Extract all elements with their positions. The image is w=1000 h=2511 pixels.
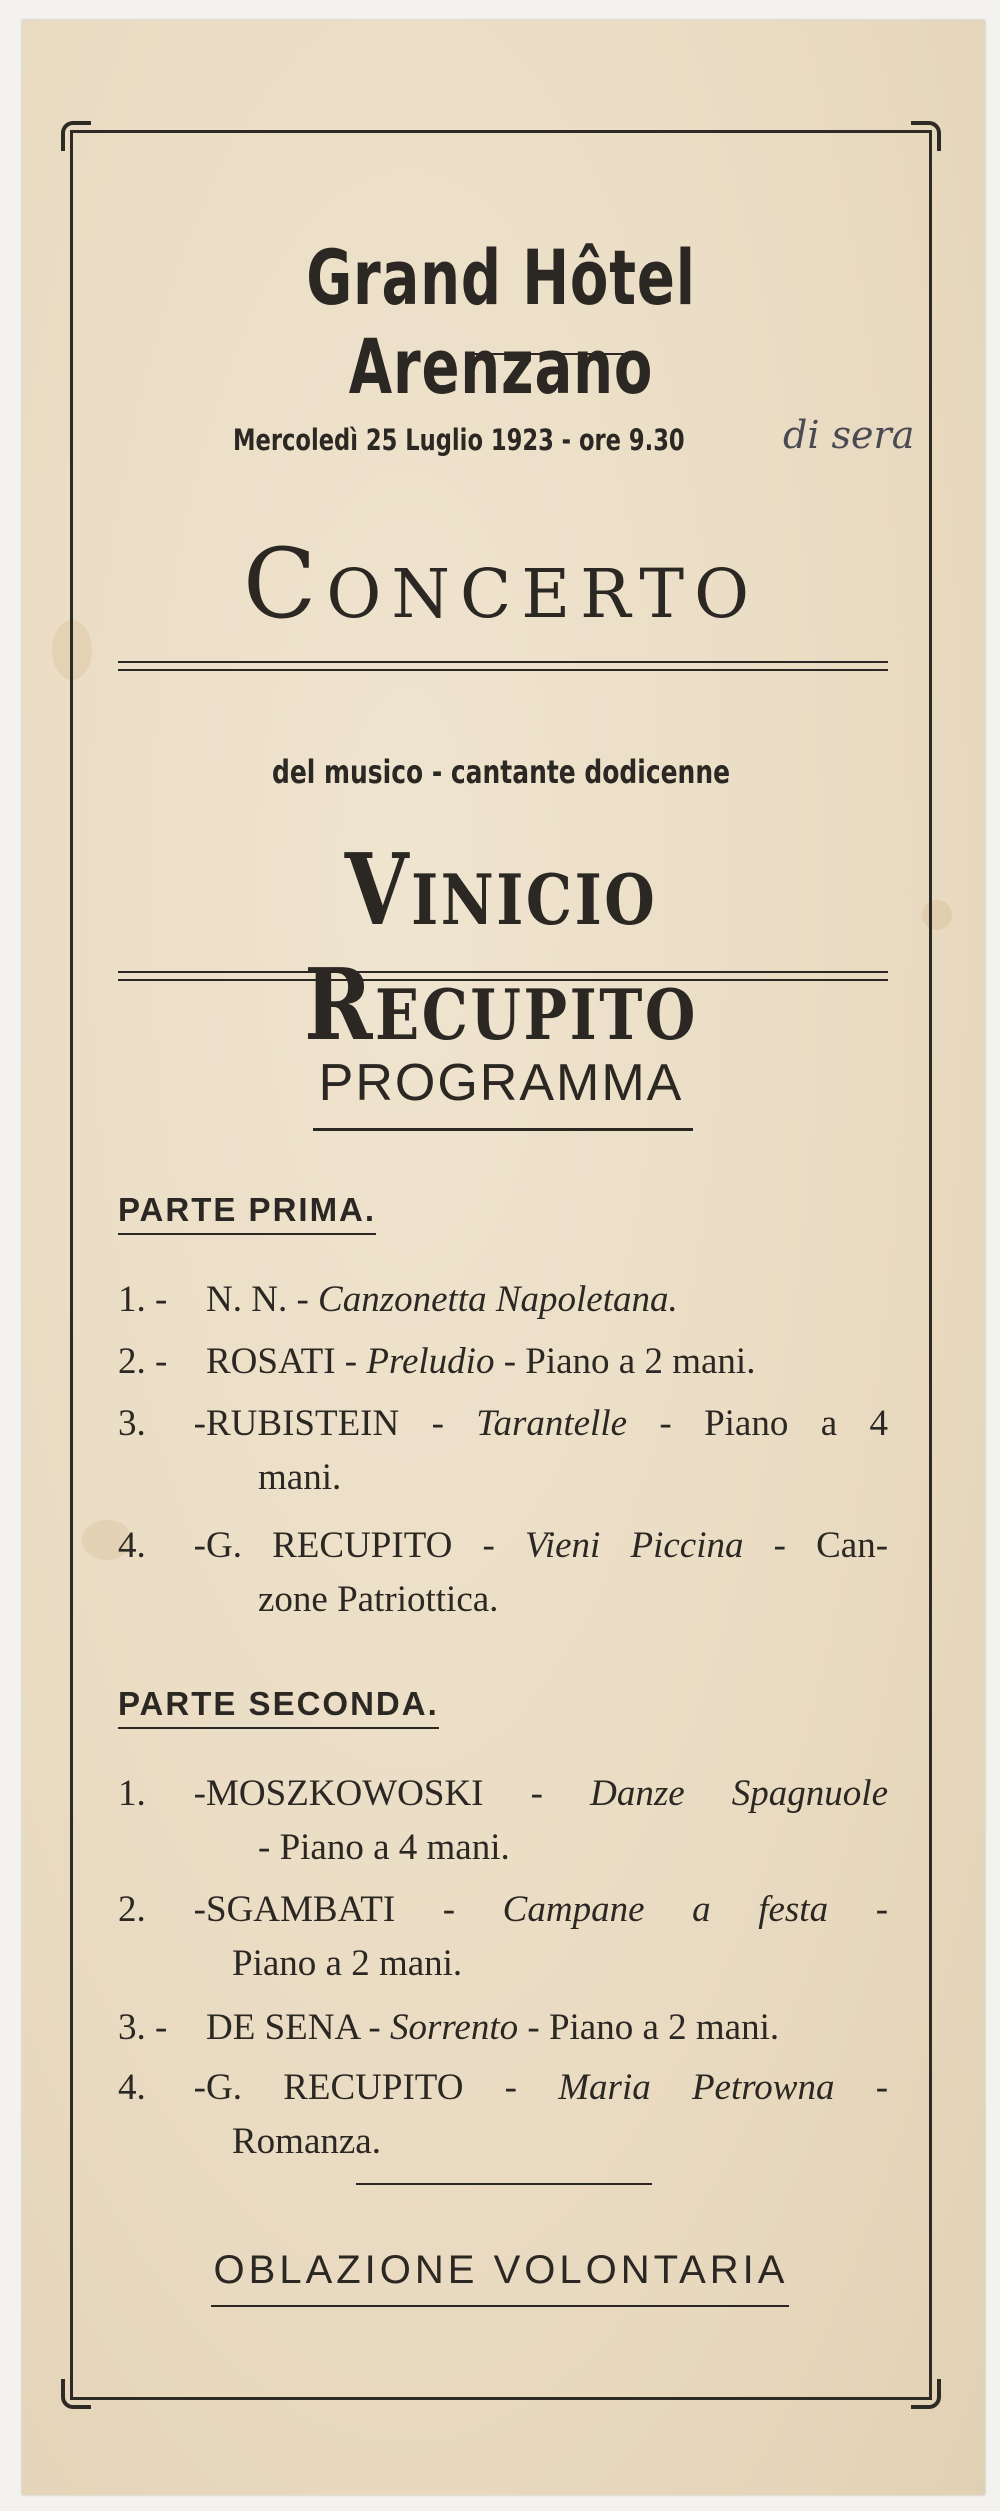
frame-corner	[61, 121, 91, 151]
heading-underline	[313, 1128, 693, 1131]
frame-corner	[61, 2379, 91, 2409]
footer-underline	[211, 2305, 789, 2307]
performer-name: Vinicio Recupito	[304, 833, 698, 1063]
double-rule	[118, 971, 888, 981]
part-one-heading: PARTE PRIMA.	[118, 1191, 376, 1235]
admission-note: OBLAZIONE VOLONTARIA	[213, 2248, 789, 2292]
handwritten-note: di sera	[783, 413, 915, 457]
divider	[356, 2183, 652, 2185]
part-two-heading: PARTE SECONDA.	[118, 1685, 439, 1729]
divider	[466, 353, 638, 355]
program-item: 3. -RUBISTEIN - Tarantelle - Piano a 4 mani.	[118, 1403, 888, 1498]
event-title: Concerto	[242, 528, 760, 640]
ornamental-frame	[70, 130, 932, 2400]
program-heading: PROGRAMMA	[318, 1054, 684, 1112]
program-item: 2. -SGAMBATI - Campane a festa - Piano a 2 mani.	[118, 1889, 889, 1984]
poster-sheet	[22, 20, 985, 2495]
hotel-name: Grand Hôtel Arenzano	[306, 233, 696, 411]
program-item: 2. - ROSATI - Preludio - Piano a 2 mani.	[118, 1341, 756, 1382]
frame-corner	[911, 2379, 941, 2409]
program-item: 3. - DE SENA - Sorrento - Piano a 2 mani.	[118, 2007, 780, 2048]
performer-description: del musico - cantante dodicenne	[271, 753, 731, 791]
event-date: Mercoledì 25 Luglio 1923 - ore 9.30	[233, 423, 685, 457]
double-rule	[118, 661, 888, 671]
program-item: 4. -G. RECUPITO - Maria Petrowna - Romanza.	[118, 2067, 889, 2162]
program-item: 1. - N. N. - Canzonetta Napoletana.	[118, 1279, 678, 1320]
program-item: 1. -MOSZKOWOSKI - Danze Spagnuole - Piano a 4 mani.	[118, 1773, 888, 1868]
program-item: 4. -G. RECUPITO - Vieni Piccina - Can- zone Patriottica.	[118, 1525, 889, 1620]
frame-corner	[911, 121, 941, 151]
